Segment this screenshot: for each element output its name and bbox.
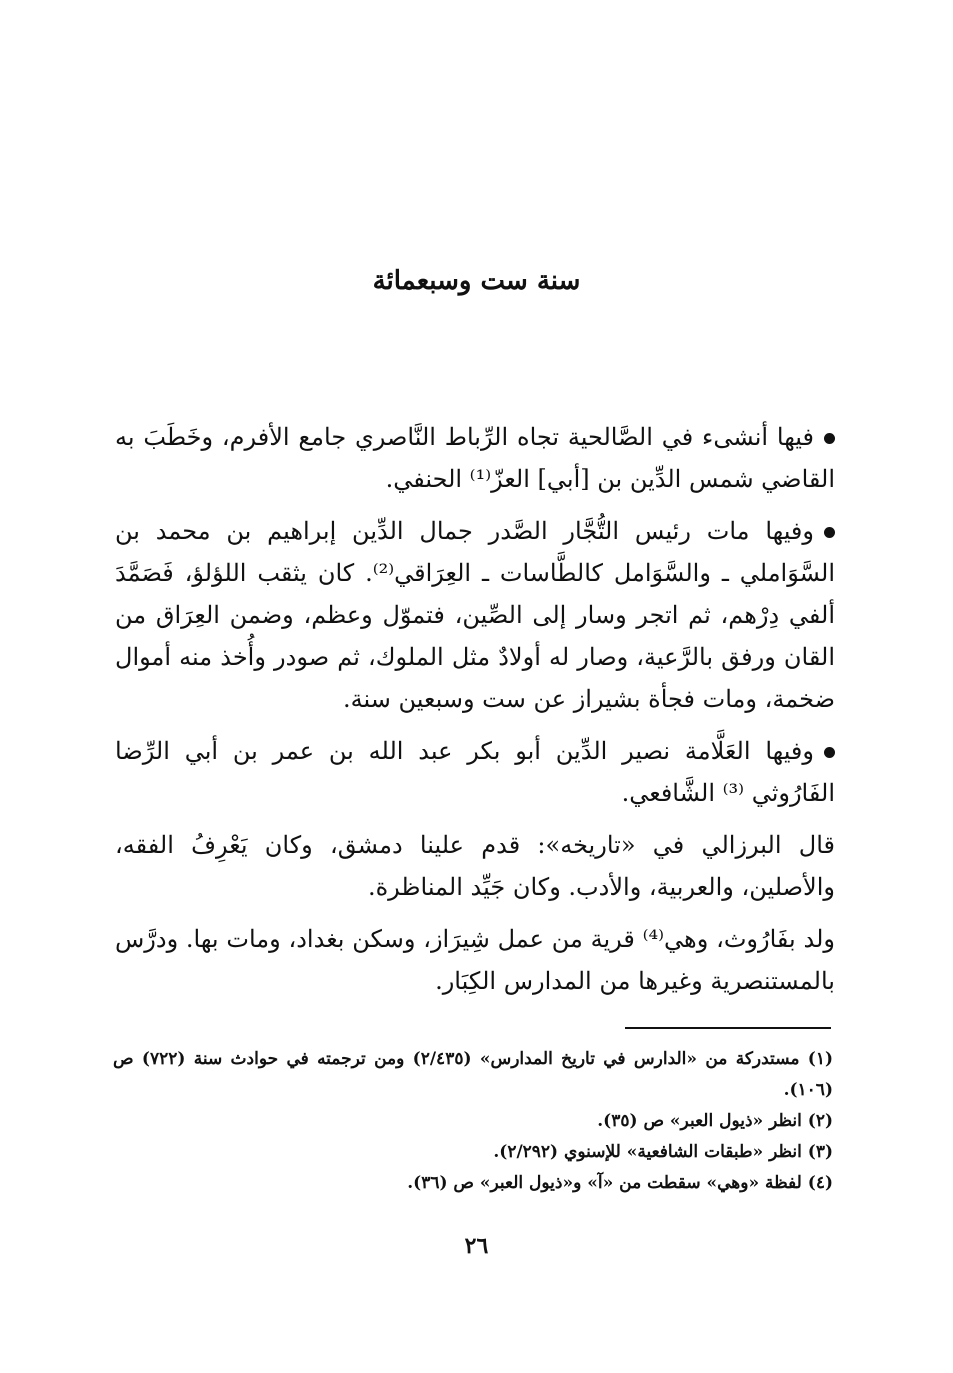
main-text [115, 416, 835, 1012]
paragraph-text: قال البرزالي في «تاريخه»: قدم علينا دمشق، وكان يَعْرِفُ الفقه، والأصلين، والعربية، والأدب. وكان جَيِّد المناظرة. [115, 831, 835, 901]
paragraph-2 [115, 510, 835, 720]
paragraph-text: ولد بفَارُوث، وهي⁽⁴⁾ قرية من عمل شِيرَاز، وسكن بغداد، ومات بها. ودرَّس بالمستنصرية وغيرها من المدارس الكِبَار. [115, 925, 835, 995]
paragraph-4 [115, 824, 835, 908]
paragraph-5 [115, 918, 835, 1002]
footnote-3: (٣) انظر «طبقات الشافعية» للإسنوي (٢/٢٩٢). [493, 1142, 833, 1162]
page-number: ٢٦ [464, 1233, 489, 1259]
bullet-icon [824, 433, 835, 444]
paragraph-text: وفيها العَلَّامة نصير الدِّين أبو بكر عبد الله بن عمر بن أبي الرِّضا الفَارُوثي ⁽³⁾ الشَّافعي. [115, 737, 835, 807]
paragraph-text: وفيها مات رئيس التُّجَّار الصَّدر جمال الدِّين إبراهيم بن محمد بن السَّوَاملي ـ والسَّوَامل كالطَّاسات ـ العِرَاقي⁽²⁾. كان يثقب اللؤلؤ، فَصَمَّدَ ألفي دِرْهم، ثم اتجر وسار إلى الصِّين، فتموّل وعظم، وضمن العِرَاق من القان ورفق بالرَّعية، وصار له أولادٌ مثل الملوك، ثم صودر وأُخذ منه أموال ضخمة، ومات فجأة بشيراز عن ست وسبعين سنة. [115, 517, 836, 713]
paragraph-1 [115, 416, 835, 500]
bullet-icon [824, 527, 835, 538]
paragraph-text: فيها أنشىء في الصَّالحية تجاه الرِّباط النَّاصري جامع الأفرم، وخَطَبَ به القاضي شمس الدِّين بن [أبي] العزّ⁽¹⁾ الحنفي. [115, 423, 835, 493]
footnotes [113, 1044, 833, 1199]
footnote-4: (٤) لفظة «وهي» سقطت من «آ» و«ذيول العبر» ص (٣٦). [407, 1173, 833, 1193]
section-title: سنة ست وسبعمائة [372, 266, 581, 296]
footnote-2: (٢) انظر «ذيول العبر» ص (٣٥). [597, 1111, 833, 1131]
paragraph-3 [115, 730, 835, 814]
bullet-icon [824, 747, 835, 758]
footnote-separator [625, 1027, 831, 1029]
footnote-1: (١) مستدركة من «الدارس في تاريخ المدارس» (٢/٤٣٥) ومن ترجمته في حوادث سنة (٧٢٢) ص (١٠٦). [113, 1049, 834, 1100]
